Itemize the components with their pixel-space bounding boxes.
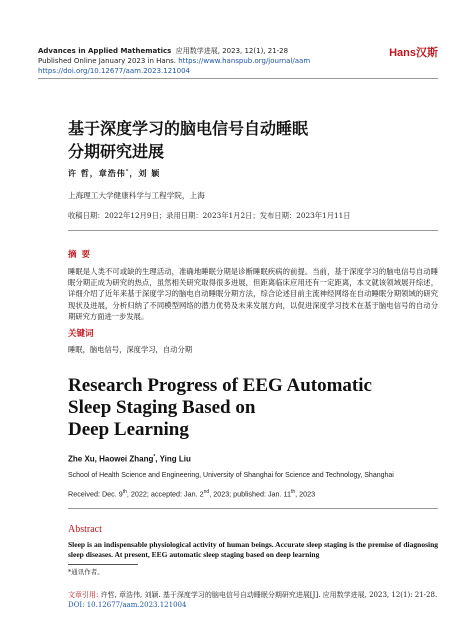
en-title <box>68 375 372 441</box>
doi-link[interactable]: https://doi.org/10.12677/aam.2023.121004 <box>38 67 190 75</box>
cn-affiliation: 上海理工大学健康科学与工程学院，上海 <box>68 191 205 200</box>
cn-abstract-heading: 摘 要 <box>68 250 91 260</box>
cn-authors-main: 许 哲，章浩伟 <box>68 168 126 178</box>
published-date: , 2023; published: Jan. 11 <box>209 489 291 499</box>
en-abstract-text: Sleep is an indispensable physiological activity of human beings. Accurate sleep staging is the premise of diagnosing sleep diseases. At present, EEG automatic sleep staging based on deep learning <box>68 540 438 560</box>
journal-url-link[interactable]: https://www.hanspub.org/journal/aam <box>178 57 311 65</box>
en-dates <box>68 489 315 498</box>
dates-divider <box>68 230 438 231</box>
en-affiliation: School of Health Science and Engineering, University of Shanghai for Science and Technology, Shanghai <box>68 472 394 479</box>
hans-logo: Hans汉斯 <box>389 47 438 59</box>
corresponding-author-footnote: *通讯作者。 <box>68 568 104 576</box>
cn-dates: 收稿日期：2022年12月9日；录用日期：2023年1月2日；发布日期：2023年1月11日 <box>68 211 351 220</box>
cn-authors-tail: ，刘 颖 <box>129 168 161 178</box>
citation-doi-link[interactable]: DOI: 10.12677/aam.2023.121004 <box>68 601 187 609</box>
en-title-line-2: Sleep Staging Based on <box>68 397 256 418</box>
received-sup: th <box>122 489 127 495</box>
cn-keywords-heading: 关键词 <box>68 329 94 339</box>
header-divider <box>38 78 438 79</box>
cn-title-line-2: 分期研究进展 <box>68 142 165 161</box>
journal-cn-volume: 应用数学进展, 2023, 12(1), 21-28 <box>175 47 289 55</box>
cn-title-line-1: 基于深度学习的脑电信号自动睡眠 <box>68 119 309 138</box>
corresponding-mark: * <box>125 168 130 175</box>
published-online: Published Online January 2023 in Hans. <box>38 57 177 65</box>
citation <box>68 590 438 610</box>
cn-title <box>68 117 308 163</box>
accepted-sup: nd <box>203 489 210 495</box>
cn-authors <box>68 168 160 179</box>
journal-name: Advances in Applied Mathematics <box>38 47 172 55</box>
en-title-line-1: Research Progress of EEG Automatic <box>68 375 372 396</box>
citation-text: 许哲, 章浩伟, 刘颖. 基于深度学习的脑电信号自动睡眠分期研究进展[J]. 应用数学进展, 2023, 12(1): 21-28. <box>98 591 438 599</box>
cn-keywords: 睡眠，脑电信号，深度学习，自动分期 <box>68 345 193 354</box>
footnote-rule <box>68 564 138 565</box>
cn-abstract-text: 睡眠是人类不可或缺的生理活动，准确地睡眠分期是诊断睡眠疾病的前提。当前，基于深度学习的脑电信号自动睡眠分期正成为研究的热点，虽然相关研究取得很多进展，但距离临床应用还有一定距离，本文就该领域展开综述，详细介绍了近年来基于深度学习的脑电自动睡眠分期方法，综合论述目前主流神经网络在自动睡眠分期领域的研究现状及进展，分析归纳了不同模型网络的潜力优势及未来发展方向，以促进深度学习技术在基于脑电信号的自动分期研究方面进一步发展。 <box>68 267 438 321</box>
citation-label: 文章引用: <box>68 591 99 599</box>
received-date: Received: Dec. 9 <box>68 489 123 499</box>
accepted-date: , 2022; accepted: Jan. 2 <box>126 489 204 499</box>
en-authors-main: Zhe Xu, Haowei Zhang <box>68 454 154 464</box>
en-authors <box>68 454 191 464</box>
published-sup: th <box>291 489 296 495</box>
en-title-line-3: Deep Learning <box>68 419 189 440</box>
en-authors-tail: , Ying Liu <box>155 454 191 464</box>
journal-header <box>38 46 310 76</box>
en-abstract-heading: Abstract <box>68 524 102 535</box>
en-corresponding-mark: * <box>153 454 156 460</box>
en-dates-divider <box>68 508 438 509</box>
published-year: , 2023 <box>295 489 316 499</box>
